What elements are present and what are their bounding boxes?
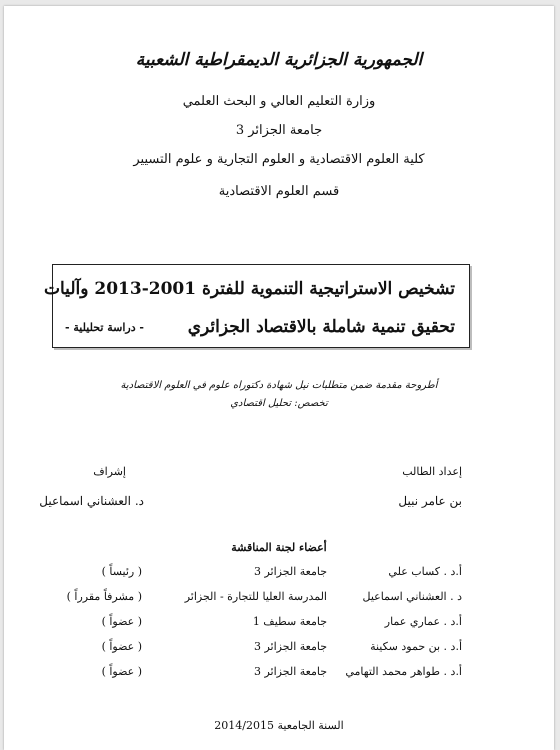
member-role: ( مشرفاً مقرراً ) xyxy=(66,590,142,603)
committee-heading: أعضاء لجنة المناقشة xyxy=(231,541,327,554)
member-role: ( عضواً ) xyxy=(101,615,142,628)
ministry-line: وزارة التعليم العالي و البحث العلمي xyxy=(182,94,376,109)
specialty-line: تخصص: تحليل اقتصادي xyxy=(230,398,328,409)
member-role: ( عضواً ) xyxy=(101,665,142,678)
academic-year: السنة الجامعية 2014/2015 xyxy=(214,719,344,732)
student-name: بن عامر نبيل xyxy=(398,494,462,508)
thesis-title-line-2: تحقيق تنمية شاملة بالاقتصاد الجزائري xyxy=(187,317,455,337)
document-page xyxy=(4,6,554,750)
member-name: أ.د . طواهر محمد التهامي xyxy=(345,665,462,678)
member-institution: جامعة سطيف 1 xyxy=(252,615,327,628)
supervisor-label: إشراف xyxy=(93,465,126,478)
committee-row xyxy=(22,565,462,590)
thesis-title-line-1: تشخيص الاستراتيجية التنموية للفترة 2001-2013 وآليات xyxy=(44,279,455,299)
member-name: د . العشناني اسماعيل xyxy=(362,590,462,603)
committee-row xyxy=(22,615,462,640)
member-role: ( عضواً ) xyxy=(101,640,142,653)
department-line: قسم العلوم الاقتصادية xyxy=(218,184,340,199)
republic-heading: الجمهورية الجزائرية الديمقراطية الشعبية xyxy=(135,50,423,70)
member-institution: جامعة الجزائر 3 xyxy=(253,640,327,653)
committee-row xyxy=(22,665,462,690)
member-name: أ.د . بن حمود سكينة xyxy=(370,640,462,653)
member-institution: جامعة الجزائر 3 xyxy=(253,665,327,678)
student-label: إعداد الطالب xyxy=(402,465,462,478)
faculty-line: كلية العلوم الاقتصادية و العلوم التجارية و علوم التسيير xyxy=(133,152,425,167)
university-line: جامعة الجزائر 3 xyxy=(235,123,323,138)
committee-row xyxy=(22,590,462,615)
thesis-title-box xyxy=(44,264,470,348)
member-institution: المدرسة العليا للتجارة - الجزائر xyxy=(184,590,327,603)
member-institution: جامعة الجزائر 3 xyxy=(253,565,327,578)
thesis-note: أطروحة مقدمة ضمن متطلبات نيل شهادة دكتوراه علوم في العلوم الاقتصادية xyxy=(120,380,438,391)
supervisor-name: د. العشناني اسماعيل xyxy=(39,494,144,508)
committee-row xyxy=(22,640,462,665)
committee-list xyxy=(22,565,462,690)
member-role: ( رئيساً ) xyxy=(101,565,142,578)
study-type-label: - دراسة تحليلية - xyxy=(65,321,144,334)
member-name: أ.د . كساب علي xyxy=(388,565,462,578)
member-name: أ.د . عماري عمار xyxy=(384,615,462,628)
